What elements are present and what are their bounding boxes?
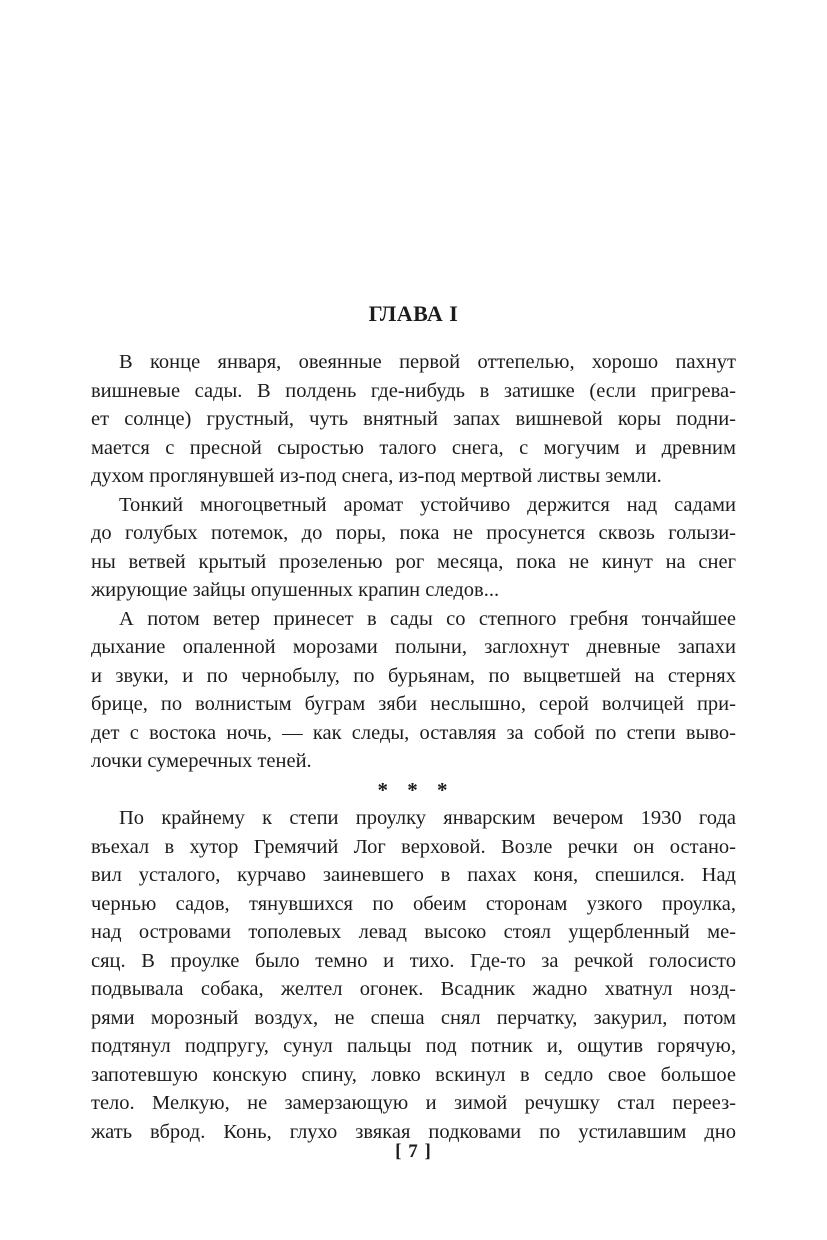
paragraph — [91, 605, 736, 776]
text-line: тело. Мелкую, не замерзающую и зимой речушку стал переез- — [91, 1092, 736, 1114]
text-line: въехал в хутор Гремячий Лог верховой. Возле речки он остано- — [91, 835, 736, 858]
text-line: Тонкий многоцветный аромат устойчиво держится над садами — [119, 493, 736, 516]
text-line: над островами тополевых левад высоко стоял ущербленный ме- — [91, 921, 736, 943]
text-line: подвывала собака, желтел огонек. Всадник жадно хватнул нозд- — [91, 978, 736, 1000]
text-line: дет с востока ночь, — как следы, оставляя за собой по степи выво- — [91, 721, 736, 744]
text-line: брице, по волнистым буграм зяби неслышно, серой волчицей при- — [91, 693, 736, 715]
paragraph — [91, 348, 736, 491]
text-line: до голубых потемок, до поры, пока не просунется сквозь голызи- — [91, 522, 736, 544]
paragraph — [91, 804, 736, 1146]
text-line: вил усталого, курчаво заиневшего в пахах коня, спешился. Над — [91, 864, 736, 886]
text-line: подтянул подпругу, сунул пальцы под потник и, ощутив горячую, — [91, 1035, 736, 1057]
text-line: запотевшую конскую спину, ловко вскинул в седло свое большое — [91, 1063, 736, 1086]
text-line: жать вброд. Конь, глухо звякая подковами по устилавшим дно — [91, 1120, 736, 1143]
text-line: По крайнему к степи проулку январским вечером 1930 года — [119, 807, 736, 829]
body-text — [91, 348, 736, 1146]
paragraph — [91, 491, 736, 605]
page-number: [ 7 ] — [395, 1141, 432, 1162]
text-line: В конце января, овеянные первой оттепелью, хорошо пахнут — [119, 351, 736, 373]
text-line: чернью садов, тянувшихся по обеим сторонам узкого проулка, — [91, 892, 736, 915]
text-column — [91, 300, 736, 1146]
text-line: лочки сумеречных теней. — [91, 750, 312, 772]
text-line: ет солнце) грустный, чуть внятный запах вишневой коры подни- — [91, 408, 736, 430]
chapter-title: ГЛАВА I — [368, 301, 459, 326]
text-line: мается с пресной сыростью талого снега, с могучим и древним — [91, 436, 736, 459]
text-line: сяц. В проулке было темно и тихо. Где-то за речкой голосисто — [91, 949, 736, 972]
text-line: ны ветвей крытый прозеленью рог месяца, пока не кинут на снег — [91, 550, 736, 573]
text-line: дыхание опаленной морозами полыни, заглохнут дневные запахи — [91, 636, 736, 658]
section-separator: * * * — [377, 777, 450, 802]
text-line: А потом ветер принесет в сады со степного гребня тончайшее — [119, 607, 736, 630]
text-line: рями морозный воздух, не спеша снял перчатку, закурил, потом — [91, 1006, 736, 1029]
text-line: вишневые сады. В полдень где-нибудь в затишке (если пригрева- — [91, 379, 736, 402]
text-line: жирующие зайцы опушенных крапин следов... — [91, 579, 500, 601]
text-line: духом проглянувшей из-под снега, из-под мертвой листвы земли. — [91, 465, 662, 487]
text-line: и звуки, и по чернобылу, по бурьянам, по выцветшей на стернях — [91, 664, 736, 687]
